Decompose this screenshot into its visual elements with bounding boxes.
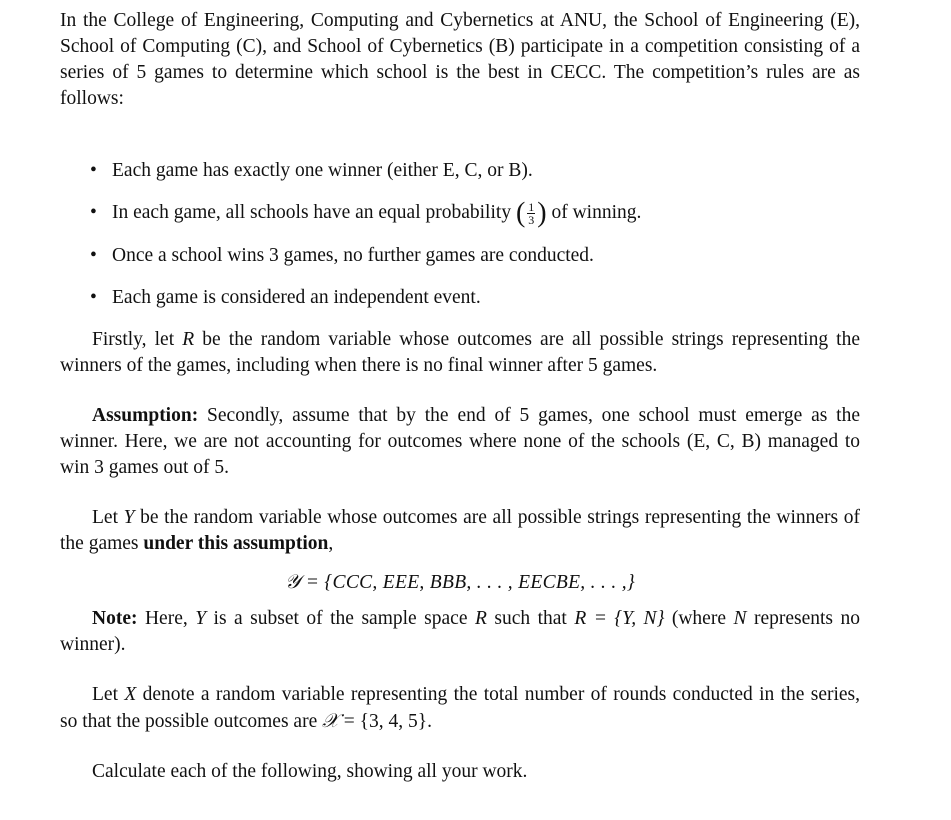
- bullet-icon: •: [90, 202, 97, 223]
- list-item: [60, 158, 860, 184]
- assumption-label: Assumption:: [92, 404, 199, 426]
- calculate-paragraph: Calculate each of the following, showing all your work.: [92, 760, 528, 782]
- note-post: represents no winner).: [60, 607, 860, 655]
- var-x: X: [124, 683, 137, 705]
- paren-close: ): [537, 197, 547, 229]
- list-item: [60, 243, 860, 269]
- intro-paragraph: In the College of Engineering, Computing and Cybernetics at ANU, the School of Engineering (E), School of Computing (C), and School of Cybernetics (B) participate in a competition consisting of a series of 5 games to determine which school is the best in CECC. The competition’s rules are as follows:: [60, 10, 860, 109]
- firstly-post: be the random variable whose outcomes are all possible strings representing the winners of the games, including when there is no final winner after 5 games.: [60, 328, 860, 376]
- rule-text-tail: of winning.: [551, 202, 642, 223]
- fraction-denominator: 3: [528, 213, 535, 228]
- let-y-paragraph: [60, 505, 860, 557]
- rule-text: Once a school wins 3 games, no further games are conducted.: [112, 244, 594, 266]
- rules-list: [60, 158, 860, 311]
- let-y-pre: Let: [92, 506, 124, 528]
- fraction-one-third: [527, 201, 535, 226]
- var-y: Y: [195, 607, 207, 629]
- let-x-paragraph: [60, 682, 860, 735]
- paren-open: (: [515, 197, 526, 229]
- firstly-pre: Firstly, let: [92, 328, 183, 350]
- let-x-mid: denote a random variable representing the total number of rounds conducted in the series, so that the possible outcomes are: [60, 683, 861, 732]
- note-mid2: such that: [486, 607, 575, 629]
- var-y: Y: [123, 506, 135, 528]
- equation-rest: = {CCC, EEE, BBB, . . . , EECBE, . . . ,}: [300, 571, 635, 593]
- bullet-icon: •: [90, 160, 97, 181]
- let-x-post: .: [427, 710, 432, 732]
- var-n: N: [733, 607, 747, 629]
- script-x-symbol: 𝒳: [322, 708, 339, 732]
- note-paren-pre: (where: [664, 607, 734, 629]
- note-mid: is a subset of the sample space: [206, 607, 475, 629]
- firstly-paragraph: [60, 327, 860, 379]
- var-r: R: [474, 607, 487, 629]
- let-y-post: ,: [328, 532, 334, 554]
- note-formula: R = {Y, N}: [574, 607, 665, 629]
- let-y-mid: be the random variable whose outcomes are all possible strings representing the winners of the games: [60, 506, 860, 554]
- let-y-bold: under this assumption: [143, 532, 329, 554]
- note-label: Note:: [92, 607, 138, 629]
- bullet-icon: •: [90, 286, 97, 308]
- assumption-text: Secondly, assume that by the end of 5 games, one school must emerge as the winner. Here, we are not accounting for outcomes where none of the schools (E, C, B) managed to win 3 games out of 5.: [60, 404, 860, 478]
- let-x-pre: Let: [92, 683, 125, 705]
- let-x-formula: = {3, 4, 5}: [338, 710, 428, 732]
- bullet-icon: •: [90, 244, 97, 266]
- fraction-numerator: 1: [528, 200, 535, 215]
- list-item: [60, 285, 860, 311]
- note-paragraph: [60, 606, 860, 658]
- note-pre: Here,: [137, 607, 196, 629]
- assumption-paragraph: [60, 403, 860, 481]
- rule-text: Each game is considered an independent event.: [112, 286, 481, 308]
- list-item: [60, 197, 860, 229]
- script-y-symbol: 𝒴: [285, 569, 301, 593]
- set-equation: [60, 569, 860, 596]
- rule-text: In each game, all schools have an equal probability: [112, 202, 512, 223]
- var-r: R: [182, 328, 195, 350]
- rule-text: Each game has exactly one winner (either E, C, or B).: [112, 160, 533, 181]
- document-page: [60, 8, 860, 785]
